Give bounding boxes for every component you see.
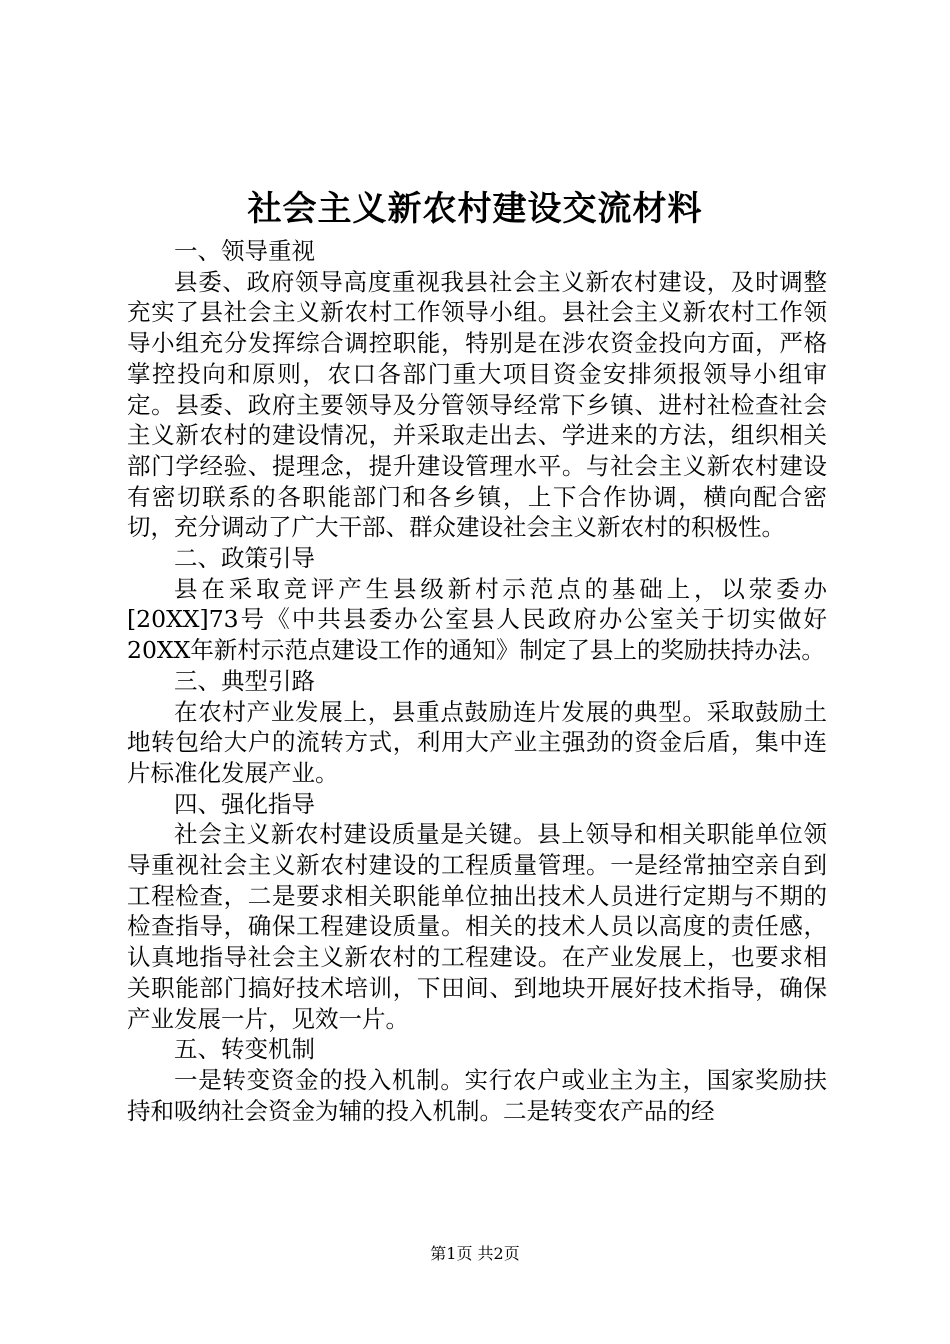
document-body xyxy=(127,236,827,1126)
section-paragraph-2: 县在采取竞评产生县级新村示范点的基础上，以荥委办[20XX]73号《中共县委办公室县人民政府办公室关于切实做好20XX年新村示范点建设工作的通知》制定了县上的奖励扶持办法。 xyxy=(127,574,827,665)
document-title: 社会主义新农村建设交流材料 xyxy=(247,189,703,229)
section-heading-1: 一、领导重视 xyxy=(174,237,315,265)
section-heading-3: 三、典型引路 xyxy=(174,666,315,695)
page-number-footer: 第1页 共2页 xyxy=(430,1244,520,1263)
section-paragraph-1: 县委、政府领导高度重视我县社会主义新农村建设，及时调整充实了县社会主义新农村工作领导小组。县社会主义新农村工作领导小组充分发挥综合调控职能，特别是在涉农资金投向方面，严格掌控投向和原则，农口各部门重大项目资金安排须报领导小组审定。县委、政府主要领导及分管领导经常下乡镇、进村社检查社会主义新农村的建设情况，并采取走出去、学进来的方法，组织相关部门学经验、提理念，提升建设管理水平。与社会主义新农村建设有密切联系的各职能部门和各乡镇，上下合作协调，横向配合密切，充分调动了广大干部、群众建设社会主义新农村的积极性。 xyxy=(127,267,827,542)
section-heading-5: 五、转变机制 xyxy=(174,1035,315,1064)
section-paragraph-5: 一是转变资金的投入机制。实行农户或业主为主，国家奖励扶持和吸纳社会资金为辅的投入机制。二是转变农产品的经 xyxy=(127,1065,827,1125)
section-heading-2: 二、政策引导 xyxy=(174,544,315,573)
section-paragraph-4: 社会主义新农村建设质量是关键。县上领导和相关职能单位领导重视社会主义新农村建设的工程质量管理。一是经常抽空亲自到工程检查，二是要求相关职能单位抽出技术人员进行定期与不期的检查指导，确保工程建设质量。相关的技术人员以高度的责任感，认真地指导社会主义新农村的工程建设。在产业发展上，也要求相关职能部门搞好技术培训，下田间、到地块开展好技术指导，确保产业发展一片，见效一片。 xyxy=(127,820,827,1033)
section-heading-4: 四、强化指导 xyxy=(174,789,315,818)
section-paragraph-3: 在农村产业发展上，县重点鼓励连片发展的典型。采取鼓励土地转包给大户的流转方式，利用大产业主强劲的资金后盾，集中连片标准化发展产业。 xyxy=(127,697,827,787)
